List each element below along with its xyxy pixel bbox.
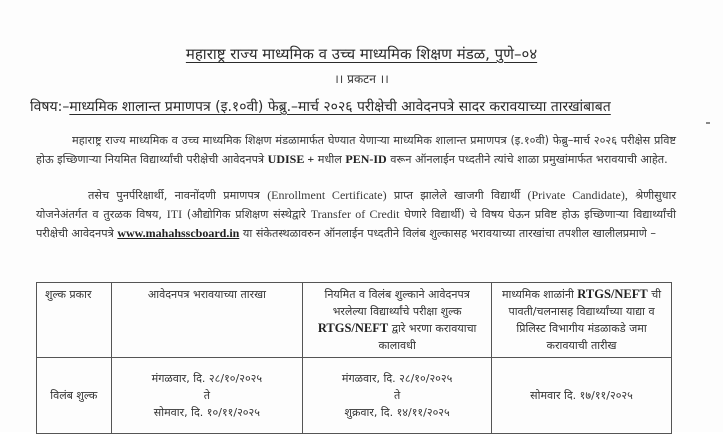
- private-candidate-text: (Private Candidate),: [527, 188, 628, 202]
- paragraph-private-students: [36, 186, 676, 243]
- header-payment-period: [303, 283, 492, 358]
- application-end-date: सोमवार, दि. १०/११/२०२५: [153, 406, 260, 419]
- header-fee-type: शुल्क प्रकार: [37, 283, 112, 358]
- subject-line: [30, 97, 720, 116]
- cell-payment-period: [303, 358, 492, 434]
- table-row: [37, 358, 672, 434]
- table-header-row: [37, 283, 672, 358]
- payment-end-date: शुक्रवार, दि. १४/११/२०२५: [344, 406, 450, 419]
- subject-label: विषय:–: [30, 99, 70, 115]
- subject-text: माध्यमिक शालान्त प्रमाणपत्र (इ.१०वी) फेब्रु.–मार्च २०२६ परीक्षेची आवेदनपत्रे सादर करावयाच्या तारखांबाबत: [69, 99, 611, 115]
- header-submission-date: [492, 283, 672, 358]
- cell-application-dates: [111, 358, 303, 434]
- board-heading: [0, 44, 723, 64]
- notice-label: ।। प्रकटन ।।: [334, 72, 389, 86]
- paragraph2-text-6: या संकेतस्थळावरुन ऑनलाईन पध्दतीने विलंब शुल्कासह भरावयाच्या तारखांचा तपशील खालीलप्रमाणे –: [242, 227, 656, 240]
- paragraph2-text-4: (औद्योगिक प्रशिक्षण संस्थेद्वारे: [186, 208, 306, 221]
- paragraph1-text-2: मधील: [317, 153, 342, 166]
- paragraph2-text-2: प्राप्त झालेले खाजगी विद्यार्थी: [393, 189, 521, 202]
- enrollment-certificate-text: (Enrollment Certificate): [267, 188, 387, 202]
- fee-type-value: विलंब शुल्क: [50, 389, 98, 402]
- iti-text: ITI: [166, 207, 183, 221]
- paragraph2-text: तसेच पुनर्परिक्षार्थी, नावनोंदणी प्रमाणपत्र: [88, 189, 260, 202]
- header-application-dates: आवेदनपत्र भरावयाच्या तारखा: [111, 283, 303, 358]
- pen-id-label: PEN-ID: [345, 152, 387, 166]
- header-payment-text: नियमित व विलंब शुल्काने आवेदनपत्र भरलेल्या विद्यार्थ्यांचे परीक्षा शुल्क: [324, 288, 470, 318]
- application-start-date: मंगळवार, दि. २८/१०/२०२५: [151, 372, 263, 385]
- header-submission-text-2: ची पावती/चलनासह विद्यार्थ्यांच्या याद्या व प्रिलिस्ट विभागीय मंडळाकडे जमा करावयाची तारीख: [508, 288, 662, 352]
- transfer-of-credit-text: Transfer of Credit: [310, 207, 400, 221]
- to-word: ते: [203, 389, 211, 402]
- udise-label: UDISE +: [267, 152, 315, 166]
- paragraph-regular-students: [36, 131, 676, 169]
- submission-date-value: सोमवार दि. १७/११/२०२५: [530, 389, 633, 402]
- rtgs-neft-label: RTGS/NEFT: [577, 287, 648, 301]
- paragraph1-text: महाराष्ट्र राज्य माध्यमिक व उच्च माध्यमिक शिक्षण मंडळामार्फत घेण्यात येणाऱ्या माध्यमिक शालान्त प्रमाणपत्र (इ.१०वी) फेब्रु–मार्च २०२६ परीक्षेस प्रविष्ट होऊ इच्छिणाऱ्या नियमित विद्यार्थ्यांची परीक्षेची आवेदनपत्रे: [36, 134, 676, 166]
- header-submission-text: माध्यमिक शाळांनी: [501, 288, 574, 301]
- header-payment-text-2: द्वारे भरणा करावयाचा कालावधी: [378, 322, 477, 352]
- paragraph1-text-3: वरून ऑनलाईन पध्दतीने त्यांचे शाळा प्रमुखांमार्फत भरावयाची आहेत.: [390, 153, 668, 166]
- cell-fee-type: [37, 358, 112, 434]
- rtgs-neft-label: RTGS/NEFT: [317, 321, 389, 335]
- board-name: महाराष्ट्र राज्य माध्यमिक व उच्च माध्यमिक शिक्षण मंडळ, पुणे–०४: [185, 45, 538, 63]
- payment-start-date: मंगळवार, दि. २८/१०/२०२५: [341, 372, 453, 385]
- late-fee-schedule-table: [36, 282, 672, 434]
- paragraph2-text-5: घेणारे विद्यार्थी) चे विषय घेऊन प्रविष्ट होऊ इच्छिणाऱ्या विद्यार्थ्यांची परीक्षेची आवेदनपत्रे: [36, 208, 677, 240]
- scan-mark: [706, 122, 710, 124]
- paragraph2-text-3: श्रेणीसुधार योजनेअंतर्गत व तुरळक विषय,: [36, 189, 677, 221]
- cell-submission-date: [492, 358, 672, 434]
- to-word: ते: [393, 389, 401, 402]
- board-website-link[interactable]: www.mahahsscboard.in: [117, 226, 240, 240]
